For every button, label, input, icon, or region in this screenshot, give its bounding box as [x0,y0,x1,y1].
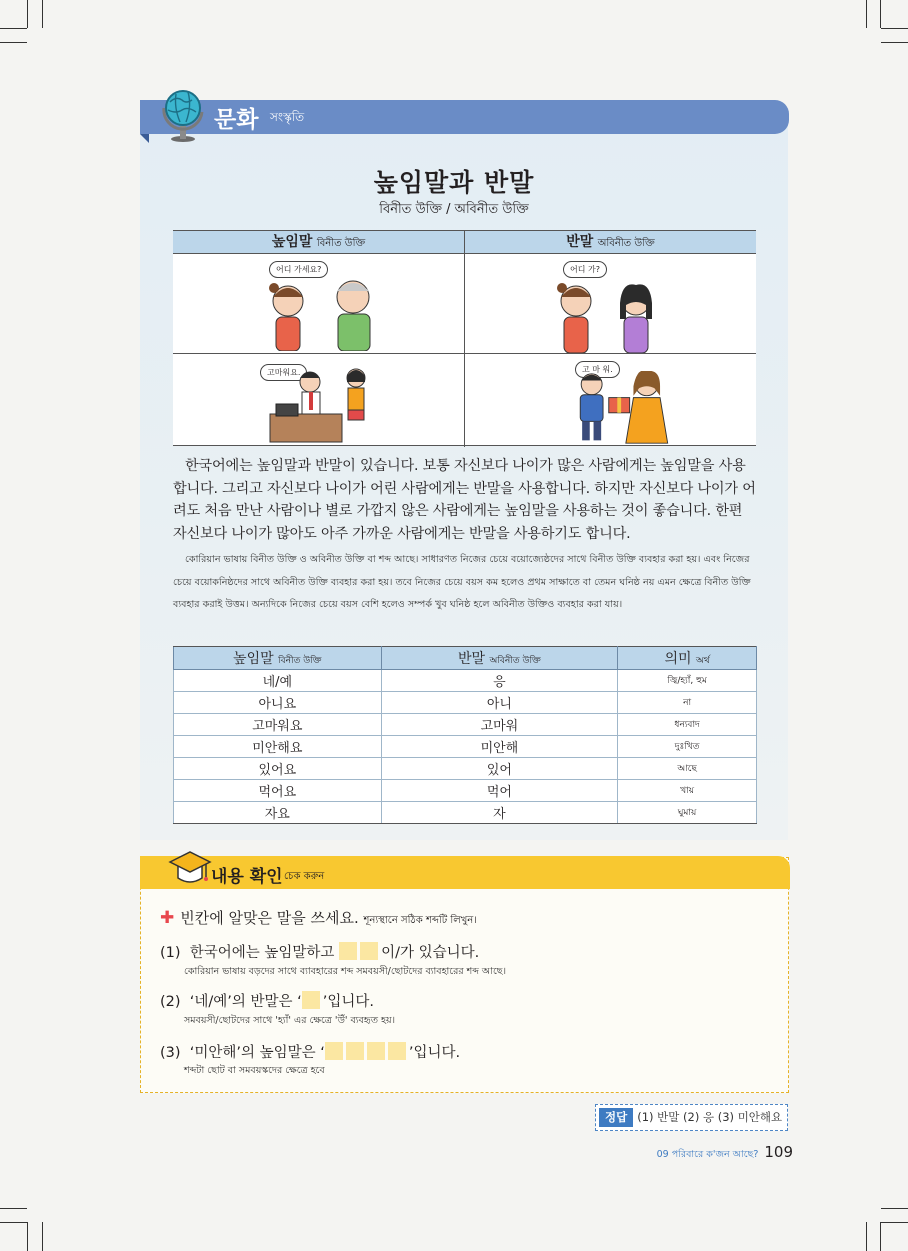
header-ko: 반말 [458,651,486,667]
illustration-header-casual [465,231,756,254]
crop-mark [866,1222,867,1251]
answer-key [595,1104,788,1131]
answer-text: (1) 반말 (2) 응 (3) 미안해요 [637,1110,783,1124]
question-1 [160,941,479,962]
korean-paragraph: 한국어에는 높임말과 반말이 있습니다. 보통 자신보다 나이가 많은 사람에게는 높임말을 사용합니다. 그리고 자신보다 나이가 어린 사람에게는 반말을 사용합니다. 하지만 자신보다 나이가 어려도 처음 만난 사람이나 별로 가깝지 않은 사람에게는 높임말을 사용하는 것이 좋습니다. 한편 자신보다 나이가 많아도 아주 가까운 사람에게는 반말을 사용하기도 합니다. [173,458,756,542]
header-bn: বিনীত উক্তি [278,656,322,666]
polite-cell: 있어요 [174,758,382,780]
page-subtitle: বিনীত উক্তি / অবিনীত উক্তি [379,202,529,217]
question-number: (1) [160,945,181,961]
table-row [174,758,757,780]
table-row [174,670,757,692]
crop-mark [27,1222,28,1251]
answer-blank[interactable] [360,942,378,960]
graduation-cap-icon [168,846,212,890]
meaning-cell: খায় [618,780,757,802]
casual-cell: 자 [381,802,618,824]
answer-blank[interactable] [346,1042,364,1060]
meaning-cell: আছে [618,758,757,780]
question-text: 한국어에는 높임말하고 [189,945,335,961]
polite-cell: 고마워요 [174,714,382,736]
table-row [174,714,757,736]
crop-mark [881,42,908,43]
casual-cell: 미안해 [381,736,618,758]
bengali-paragraph: কোরিয়ান ভাষায় বিনীত উক্তি ও অবিনীত উক্তি বা শব্দ আছে। সাধারণত নিজের চেয়ে বয়োজ্যেষ্ঠদের সাথে বিনীত উক্তি ব্যবহার করা হয়। এবং নিজের চেয়ে বয়োকনিষ্ঠদের সাথে অবিনীত উক্তি ব্যবহার করা হয়। তবে নিজের চেয়ে বয়স কম হলেও প্রথম সাক্ষাতে বা তেমন ঘনিষ্ঠ নয় এমন ক্ষেত্রে বিনীত উক্তি ব্যবহার করাই উত্তম। অন্যদিকে নিজের চেয়ে বয়স বেশি হলেও সম্পর্ক খুব ঘনিষ্ঠ হলে অবিনীত উক্তিও ব্যবহার করা যায়। [173,554,751,610]
plus-icon: ✚ [160,908,175,928]
polite-cell: 아니요 [174,692,382,714]
crop-mark [42,0,43,28]
speech-bubble: 고마워요. [260,364,307,381]
globe-icon [158,86,208,142]
instruction-ko: 빈칸에 알맞은 말을 쓰세요. [180,909,359,927]
crop-mark [0,1208,27,1209]
instruction-bn: শূন্যস্থানে সঠিক শব্দটি লিখুন। [363,915,477,926]
header-bn: বিনীত উক্তি [316,238,366,249]
question-2 [160,990,374,1011]
meaning-cell: দুঃখিত [618,736,757,758]
crop-mark [881,1222,908,1223]
crop-mark [881,28,908,29]
question-number: (2) [160,994,181,1010]
culture-title: 문화 [214,107,259,133]
question-3 [160,1041,460,1062]
header-ko: 반말 [566,234,594,250]
crop-mark [0,42,27,43]
speech-bubble: 어디 가? [563,261,607,278]
polite-cell: 네/예 [174,670,382,692]
polite-cell: 미안해요 [174,736,382,758]
answer-blank[interactable] [367,1042,385,1060]
answer-blank[interactable] [302,991,320,1009]
polite-cell: 먹어요 [174,780,382,802]
greeting-elder-illustration [258,261,388,351]
gift-thanks-illustration [568,371,678,447]
table-header-row [174,647,757,670]
column-header [174,647,382,670]
crop-mark [880,0,881,28]
speech-bubble: 고 마 워. [575,361,620,378]
table-row [174,736,757,758]
casual-cell: 고마워 [381,714,618,736]
header-ko: 높임말 [271,234,313,250]
table-row [174,802,757,824]
question-1-translation: কোরিয়ান ভাষায় বড়দের সাথে ব্যাবহারের শব্দ সমবয়সী/ছোটদের ব্যাবহারের শব্দ আছে। [184,966,506,977]
table-row [174,780,757,802]
answer-blank[interactable] [388,1042,406,1060]
table-row [174,692,757,714]
header-ko: 높임말 [233,651,274,667]
column-header [618,647,757,670]
vocabulary-table [173,646,757,824]
page-footer [657,1143,793,1163]
polite-cell: 자요 [174,802,382,824]
question-text: ’입니다. [322,994,374,1010]
casual-cell: 아니 [381,692,618,714]
crop-mark [0,1222,27,1223]
content-check-title: 내용 확인 [211,867,283,887]
exercise-instruction [160,907,477,930]
meaning-cell: ঘুমায় [618,802,757,824]
header-ko: 의미 [664,651,692,667]
greeting-friend-illustration [548,263,678,353]
answer-blank[interactable] [339,942,357,960]
question-number: (3) [160,1045,181,1061]
office-thanks-illustration [268,364,378,444]
casual-cell: 먹어 [381,780,618,802]
banner-fold [140,134,149,143]
crop-mark [881,1208,908,1209]
culture-subtitle: সংস্কৃতি [270,110,305,124]
question-text: ’입니다. [408,1045,461,1061]
crop-mark [0,28,27,29]
divider [173,353,756,354]
question-text: ‘미안해’의 높임말은 ‘ [189,1045,325,1061]
header-bn: অবিনীত উক্তি [489,656,541,666]
crop-mark [880,1222,881,1251]
column-header [381,647,618,670]
chapter-title: 09 পরিবারে ক'জন আছে? [656,1149,759,1160]
content-check-subtitle: চেক করুন [284,871,325,882]
meaning-cell: জ্বি/হ্যাঁ, হুম [618,670,757,692]
question-2-translation: সমবয়সী/ছোটদের সাথে 'হ্যাঁ' এর ক্ষেত্রে 'উঁ' ব্যবহৃত হয়। [184,1015,396,1026]
meaning-cell: না [618,692,757,714]
divider [464,231,465,447]
answer-label: 정답 [599,1108,633,1127]
speech-bubble: 어디 가세요? [269,261,328,278]
header-bn: অবিনীত উক্তি [597,238,655,249]
page-title: 높임말과 반말 [373,168,535,197]
question-text: ‘네/예’의 반말은 ‘ [189,994,302,1010]
illustration-header-polite [173,231,464,254]
crop-mark [42,1222,43,1251]
casual-cell: 있어 [381,758,618,780]
illustration-table [173,230,756,446]
question-text: 이/가 있습니다. [381,945,480,961]
question-3-translation: শব্দটা ছোট বা সমবয়স্কদের ক্ষেত্রে হবে [184,1065,325,1076]
meaning-cell: ধন্যবাদ [618,714,757,736]
page-number: 109 [764,1143,793,1161]
answer-blank[interactable] [325,1042,343,1060]
header-bn: অর্থ [696,656,710,666]
crop-mark [27,0,28,28]
crop-mark [866,0,867,28]
casual-cell: 응 [381,670,618,692]
